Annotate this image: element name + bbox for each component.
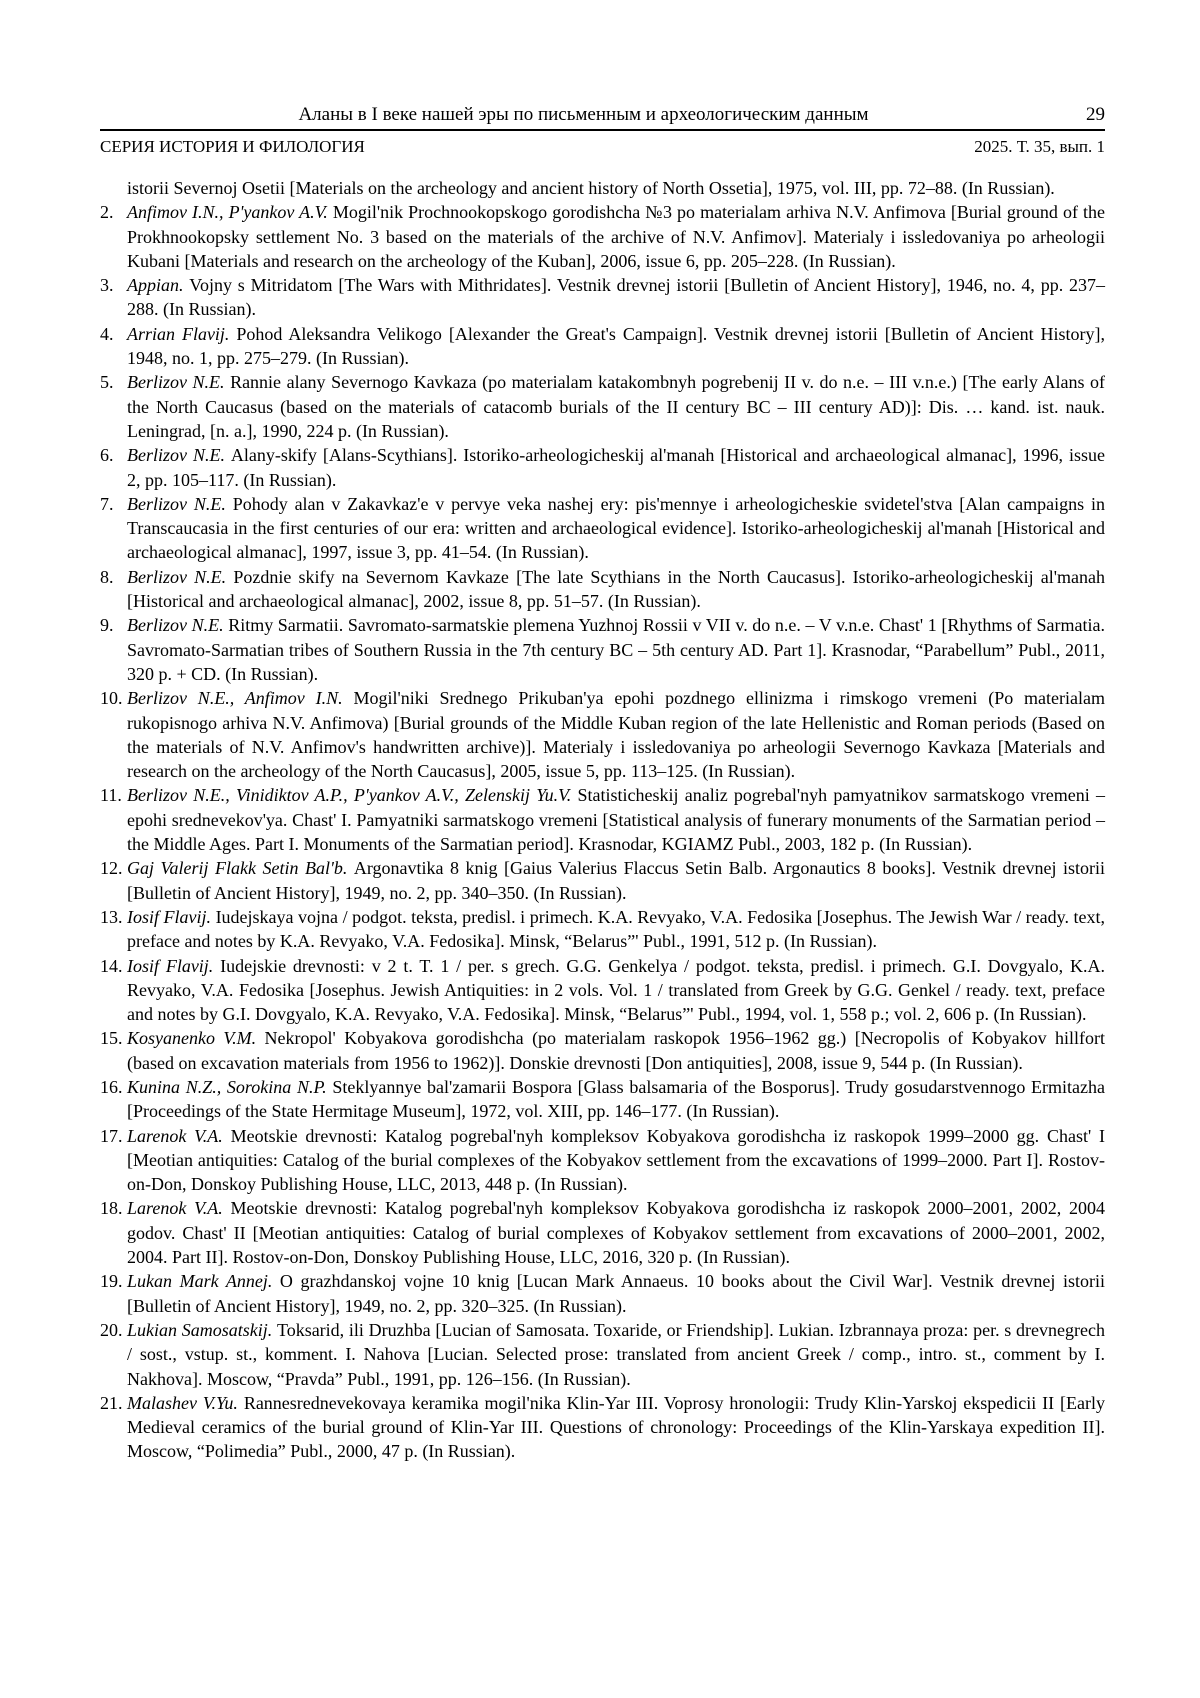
reference-text: Steklyannye bal'zamarii Bospora [Glass balsamaria of the Bosporus]. Trudy gosudarstvennogo Ermitazha [Proceedings of the State Hermitage Museum], 1972, vol. XIII, pp. 146–177. (In Russian). — [127, 1076, 1106, 1122]
reference-number: 19. — [100, 1271, 123, 1292]
reference-text: Statisticheskij analiz pogrebal'nyh pamyatnikov sarmatskogo vremeni – epohi srednevekov'ya. Chast' I. Pamyatniki sarmatskogo vremeni [Statistical analysis of funerary monuments of the Sarmatian period – the Middle Ages. Part I. Monuments of the Sarmatian period]. Krasnodar, KGIAMZ Publ., 2003, 182 p. (In Russian). — [127, 785, 1106, 855]
reference-item — [100, 176, 1105, 200]
reference-authors: Lukian Samosatskij. — [127, 1319, 277, 1340]
reference-item — [100, 1196, 1105, 1269]
reference-authors: Berlizov N.E. — [127, 493, 233, 514]
reference-number: 20. — [100, 1319, 123, 1340]
reference-text: Vojny s Mitridatom [The Wars with Mithridates]. Vestnik drevnej istorii [Bulletin of Ancient History], 1946, no. 4, pp. 237–288. (In Russian). — [127, 275, 1106, 320]
reference-item — [100, 1124, 1105, 1197]
reference-authors: Kunina N.Z., Sorokina N.P. — [127, 1076, 333, 1097]
reference-authors: Malashev V.Yu. — [127, 1392, 244, 1413]
reference-item — [100, 370, 1105, 443]
volume-info: 2025. Т. 35, вып. 1 — [974, 137, 1105, 156]
reference-text: Pohod Aleksandra Velikogo [Alexander the Great's Campaign]. Vestnik drevnej istorii [Bulletin of Ancient History], 1948, no. 1, pp. 275–279. (In Russian). — [127, 323, 1105, 369]
reference-item — [100, 273, 1105, 322]
reference-item — [100, 322, 1105, 371]
series-title: СЕРИЯ ИСТОРИЯ И ФИЛОЛОГИЯ — [100, 137, 365, 156]
reference-item — [100, 1269, 1105, 1318]
reference-item — [100, 783, 1105, 856]
reference-number: 13. — [100, 906, 123, 927]
reference-text: Ritmy Sarmatii. Savromato-sarmatskie plemena Yuzhnoj Rossii v VII v. do n.e. – V v.n.e. Chast' 1 [Rhythms of Sarmatia. Savromato-Sarmatian tribes of Southern Russia in the 7th century BC – 5th century AD. Part 1]. Krasnodar, “Parabellum” Publ., 2011, 320 p. + CD. (In Russian). — [127, 615, 1105, 684]
reference-text: Mogil'niki Srednego Prikuban'ya epohi pozdnego ellinizma i rimskogo vremeni (Po materialam rukopisnogo arhiva N.V. Anfimova) [Burial grounds of the Middle Kuban region of the late Hellenistic and Roman periods (Based on the materials of N.V. Anfimov's handwritten archive)]. Materialy i issledovaniya po arheologii Severnogo Kavkaza [Materials and research on the archeology of the North Caucasus], 2005, issue 5, pp. 113–125. (In Russian). — [127, 688, 1105, 782]
reference-text: Iudejskie drevnosti: v 2 t. T. 1 / per. s grech. G.G. Genkelya / podgot. teksta, predisl. i primech. G.I. Dovgyalo, K.A. Revyako, V.A. Fedosika [Josephus. Jewish Antiquities: in 2 vols. Vol. 1 / translated from Greek by G.G. Genkel / ready. text, preface and notes by G.I. Dovgyalo, K.A. Revyako, V.A. Fedosika]. Minsk, “Belarus”' Publ., 1994, vol. 1, 558 p.; vol. 2, 606 p. (In Russian). — [127, 955, 1105, 1025]
reference-item — [100, 856, 1105, 905]
reference-authors: Larenok V.A. — [127, 1125, 231, 1146]
reference-number: 10. — [100, 688, 123, 709]
page-content — [100, 104, 1105, 1464]
reference-number: 3. — [100, 275, 114, 296]
reference-text: Alany-skify [Alans-Scythians]. Istoriko-arheologicheskij al'manah [Historical and archaeological almanac], 1996, issue 2, pp. 105–117. (In Russian). — [127, 445, 1105, 490]
reference-number: 2. — [100, 202, 114, 223]
reference-list — [100, 176, 1105, 1464]
reference-text: Mogil'nik Prochnookopskogo gorodishcha №3 po materialam arhiva N.V. Anfimova [Burial ground of the Prokhnookopsky settlement No. 3 based on the materials of the archive of N.V. Anfimov]. Materialy i issledovaniya po arheologii Kubani [Materials and research on the archeology of the Kuban], 2006, issue 6, pp. 205–228. (In Russian). — [127, 202, 1105, 271]
reference-item — [100, 905, 1105, 954]
reference-item — [100, 492, 1105, 565]
reference-item — [100, 1391, 1105, 1464]
reference-authors: Arrian Flavij. — [127, 323, 237, 344]
reference-item — [100, 200, 1105, 273]
reference-authors: Berlizov N.E. — [127, 445, 231, 466]
reference-number: 12. — [100, 858, 123, 879]
reference-text: Nekropol' Kobyakova gorodishcha (po materialam raskopok 1956–1962 gg.) [Necropolis of Kobyakov hillfort (based on excavation materials from 1956 to 1962)]. Donskie drevnosti [Don antiquities], 2008, issue 9, 544 p. (In Russian). — [127, 1028, 1106, 1073]
series-row — [100, 131, 1105, 157]
reference-authors: Berlizov N.E., Anfimov I.N. — [127, 688, 354, 709]
running-head — [100, 104, 1105, 131]
reference-authors: Iosif Flavij. — [127, 955, 221, 976]
reference-authors: Berlizov N.E., Vinidiktov A.P., P'yankov A.V., Zelenskij Yu.V. — [127, 785, 578, 806]
reference-number: 21. — [100, 1392, 123, 1413]
reference-number: 15. — [100, 1028, 123, 1049]
reference-authors: Berlizov N.E. — [127, 372, 231, 393]
reference-authors: Kosyanenko V.M. — [127, 1028, 265, 1049]
reference-number: 9. — [100, 615, 114, 636]
reference-number: 7. — [100, 493, 114, 514]
reference-text: Pohody alan v Zakavkaz'e v pervye veka nashej ery: pis'mennye i arheologicheskie svidetel'stva [Alan campaigns in Transcaucasia in the first centuries of our era: written and archaeological evidence]. Istoriko-arheologicheskij al'manah [Historical and archaeological almanac], 1997, issue 3, pp. 41–54. (In Russian). — [127, 493, 1105, 563]
reference-item — [100, 954, 1105, 1027]
reference-text: Argonavtika 8 knig [Gaius Valerius Flaccus Setin Balb. Argonautics 8 books]. Vestnik drevnej istorii [Bulletin of Ancient History], 1949, no. 2, pp. 340–350. (In Russian). — [127, 858, 1106, 903]
reference-text: Meotskie drevnosti: Katalog pogrebal'nyh kompleksov Kobyakova gorodishcha iz raskopok 2000–2001, 2002, 2004 godov. Chast' II [Meotian antiquities: Catalog of burial complexes of Kobyakov settlement from excavations of 2000–2001, 2002, 2004. Part II]. Rostov-on-Don, Donskoy Publishing House, LLC, 2016, 320 p. (In Russian). — [127, 1198, 1106, 1268]
running-title: Аланы в I веке нашей эры по письменным и археологическим данным — [298, 104, 869, 125]
reference-authors: Larenok V.A. — [127, 1198, 231, 1219]
reference-item — [100, 686, 1105, 783]
reference-item — [100, 443, 1105, 492]
reference-number: 6. — [100, 445, 114, 466]
reference-authors: Anfimov I.N., P'yankov A.V. — [127, 202, 333, 223]
reference-item — [100, 613, 1105, 686]
reference-number: 5. — [100, 372, 114, 393]
reference-text: Rannie alany Severnogo Kavkaza (po materialam katakombnyh pogrebenij II v. do n.e. – III v.n.e.) [The early Alans of the North Caucasus (based on the materials of catacomb burials of the II century BC – III century AD)]: Dis. … kand. ist. nauk. Leningrad, [n. a.], 1990, 224 p. (In Russian). — [127, 372, 1105, 441]
reference-item — [100, 1075, 1105, 1124]
reference-number: 8. — [100, 566, 114, 587]
reference-text: Iudejskaya vojna / podgot. teksta, predisl. i primech. K.A. Revyako, V.A. Fedosika [Josephus. The Jewish War / ready. text, preface and notes by K.A. Revyako, V.A. Fedosika]. Minsk, “Belarus”' Publ., 1991, 512 p. (In Russian). — [127, 906, 1105, 952]
reference-authors: Lukan Mark Annej. — [127, 1271, 280, 1292]
reference-authors: Berlizov N.E. — [127, 566, 234, 587]
reference-item — [100, 1026, 1105, 1075]
reference-number: 4. — [100, 323, 114, 344]
reference-text: Pozdnie skify na Severnom Kavkaze [The late Scythians in the North Caucasus]. Istoriko-arheologicheskij al'manah [Historical and archaeological almanac], 2002, issue 8, pp. 51–57. (In Russian). — [127, 566, 1105, 612]
reference-text: O grazhdanskoj vojne 10 knig [Lucan Mark Annaeus. 10 books about the Civil War]. Vestnik drevnej istorii [Bulletin of Ancient History], 1949, no. 2, pp. 320–325. (In Russian). — [127, 1271, 1105, 1316]
reference-number: 11. — [100, 785, 122, 806]
reference-text: istorii Severnoj Osetii [Materials on the archeology and ancient history of North Ossetia], 1975, vol. III, pp. 72–88. (In Russian). — [127, 178, 1055, 198]
reference-text: Rannesrednevekovaya keramika mogil'nika Klin-Yar III. Voprosy hronologii: Trudy Klin-Yarskoj ekspedicii II [Early Medieval ceramics of the burial ground of Klin-Yar III. Questions of chronology: Proceedings of the Klin-Yarskaya expedition II]. Moscow, “Polimedia” Publ., 2000, 47 p. (In Russian). — [127, 1392, 1105, 1462]
reference-authors: Gaj Valerij Flakk Setin Bal'b. — [127, 858, 354, 879]
reference-text: Meotskie drevnosti: Katalog pogrebal'nyh kompleksov Kobyakova gorodishcha iz raskopok 1999–2000 gg. Chast' I [Meotian antiquities: Catalog of the burial complexes of the Kobyakov settlement from the excavations of 1999–2000. Part I]. Rostov-on-Don, Donskoy Publishing House, LLC, 2013, 448 p. (In Russian). — [127, 1125, 1105, 1195]
reference-number: 16. — [100, 1076, 123, 1097]
reference-text: Toksarid, ili Druzhba [Lucian of Samosata. Toxaride, or Friendship]. Lukian. Izbrannaya proza: per. s drevnegrech / sost., vstup. st., komment. I. Nahova [Lucian. Selected prose: translated from ancient Greek / comp., intro. st., comment by I. Nakhova]. Moscow, “Pravda” Publ., 1991, pp. 126–156. (In Russian). — [127, 1319, 1105, 1389]
reference-item — [100, 565, 1105, 614]
reference-authors: Berlizov N.E. — [127, 615, 229, 636]
reference-item — [100, 1318, 1105, 1391]
reference-number: 17. — [100, 1125, 123, 1146]
reference-authors: Iosif Flavij. — [127, 906, 216, 927]
page-number: 29 — [1086, 104, 1105, 125]
reference-number: 14. — [100, 955, 123, 976]
reference-authors: Appian. — [127, 275, 190, 296]
reference-number: 18. — [100, 1198, 123, 1219]
